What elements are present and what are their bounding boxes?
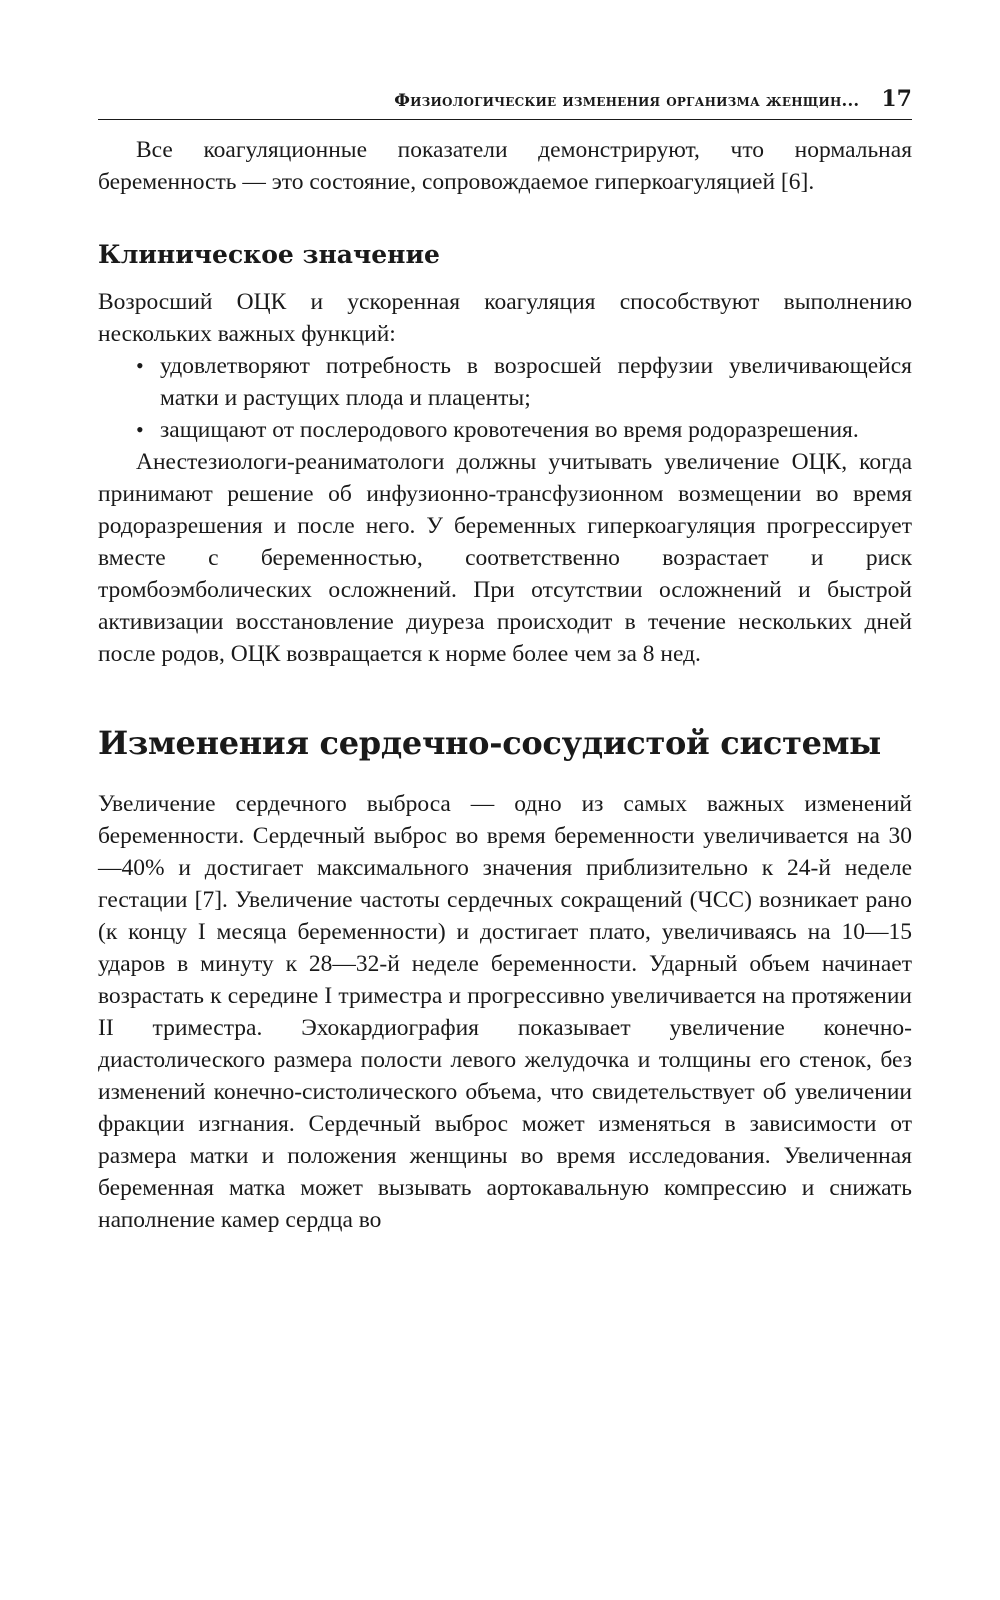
bullet-icon: • bbox=[136, 353, 144, 378]
running-title: Физиологические изменения организма женщин... bbox=[394, 91, 860, 110]
list-item bbox=[98, 350, 912, 414]
list-item bbox=[98, 414, 912, 446]
clinical-paragraph: Анестезиологи-реаниматологи должны учитывать увеличение ОЦК, когда принимают решение об инфузионно-трансфузионном возмещении во время родоразрешения и после него. У беременных гиперкоагуляция прогрессирует вместе с беременностью, соответственно возрастает и риск тромбоэмболических осложнений. При отсутствии осложнений и быстрой активизации восстановление диуреза происходит в течение нескольких дней после родов, ОЦК возвращается к норме более чем за 8 нед. bbox=[98, 449, 912, 667]
bullet-icon: • bbox=[136, 417, 144, 442]
clinical-lead-paragraph: Возросший ОЦК и ускоренная коагуляция способствуют выполнению нескольких важных функций: bbox=[98, 289, 912, 347]
list-item-text: удовлетворяют потребность в возросшей перфузии увеличивающейся матки и растущих плода и плаценты; bbox=[160, 353, 912, 411]
list-item-text: защищают от послеродового кровотечения во время родоразрешения. bbox=[160, 417, 859, 443]
page-number: 17 bbox=[881, 86, 912, 112]
bullet-list bbox=[98, 350, 912, 446]
book-page bbox=[98, 86, 912, 1236]
cardio-paragraph: Увеличение сердечного выброса — одно из самых важных изменений беременности. Сердечный выброс во время беременности увеличивается на 30—40% и достигает максимального значения приблизительно к 24-й неделе гестации [7]. Увеличение частоты сердечных сокращений (ЧСС) возникает рано (к концу I месяца беременности) и достигает плато, увеличиваясь на 10—15 ударов в минуту к 28—32-й неделе беременности. Ударный объем начинает возрастать к середине I триместра и прогрессивно увеличивается на протяжении II триместра. Эхокардиография показывает увеличение конечно-диастолического размера полости левого желудочка и толщины его стенок, без изменений конечно-систолического объема, что свидетельствует об увеличении фракции изгнания. Сердечный выброс может изменяться в зависимости от размера матки и положения женщины во время исследования. Увеличенная беременная матка может вызывать аортокавальную компрессию и снижать наполнение камер сердца во bbox=[98, 791, 912, 1233]
intro-paragraph: Все коагуляционные показатели демонстрируют, что нормальная беременность — это состояние, сопровождаемое гиперкоагуляцией [6]. bbox=[98, 137, 912, 195]
subsection-heading-clinical: Клиническое значение bbox=[98, 240, 440, 269]
running-header bbox=[98, 86, 912, 120]
section-heading-cardio: Изменения сердечно-сосудистой системы bbox=[98, 724, 881, 762]
